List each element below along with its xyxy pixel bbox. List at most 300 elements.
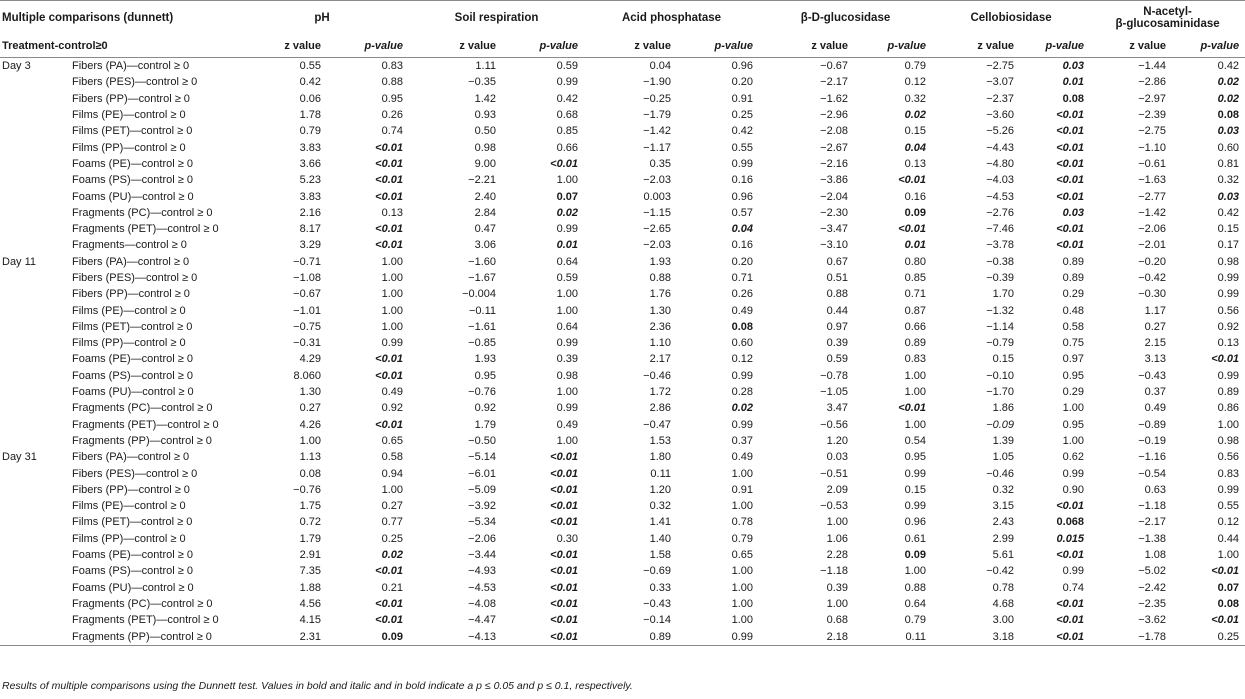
- p-value-cell: 0.89: [904, 337, 927, 350]
- table-row: [0, 91, 1245, 107]
- day-cell: [0, 580, 70, 596]
- treatment-cell: Films (PET)—control ≥ 0: [72, 320, 193, 333]
- day-cell: [0, 91, 70, 107]
- z-value-cell: −4.53: [986, 190, 1015, 203]
- z-value-cell: 1.20: [826, 434, 849, 447]
- z-value-cell: −0.14: [643, 614, 672, 627]
- day-cell: [0, 107, 70, 123]
- z-value-cell: 2.18: [826, 630, 849, 643]
- p-value-cell: 0.89: [1062, 255, 1085, 268]
- table-row: [0, 368, 1245, 384]
- p-value-cell: 0.28: [731, 386, 754, 399]
- z-value-cell: 0.39: [826, 337, 849, 350]
- z-value-cell: 2.91: [299, 549, 322, 562]
- p-value-cell: 1.00: [556, 304, 579, 317]
- z-value-cell: 0.15: [992, 353, 1015, 366]
- table-row: [0, 270, 1245, 286]
- day-cell: [0, 221, 70, 237]
- p-value-cell: 0.42: [1217, 60, 1240, 73]
- p-value-cell: 0.03: [1217, 125, 1240, 138]
- z-value-cell: −3.47: [820, 223, 849, 236]
- z-value-cell: −2.67: [820, 141, 849, 154]
- p-value-cell: <0.01: [898, 223, 927, 236]
- p-value-cell: 0.49: [731, 451, 754, 464]
- z-value-cell: 1.75: [299, 500, 322, 513]
- z-value-cell: 1.20: [649, 483, 672, 496]
- z-value-cell: −0.10: [986, 369, 1015, 382]
- table-body: [0, 58, 1245, 646]
- treatment-cell: Foams (PS)—control ≥ 0: [72, 565, 193, 578]
- group-header-soil-respiration: Soil respiration: [454, 12, 539, 24]
- p-value-cell: <0.01: [375, 565, 404, 578]
- z-value-cell: 1.86: [992, 402, 1015, 415]
- treatment-cell: Fragments (PET)—control ≥ 0: [72, 223, 219, 236]
- p-value-cell: 1.00: [381, 255, 404, 268]
- p-value-cell: 1.00: [731, 597, 754, 610]
- p-value-cell: 0.11: [905, 630, 927, 643]
- table-row: [0, 237, 1245, 253]
- day-cell: [0, 384, 70, 400]
- table-row: [0, 384, 1245, 400]
- p-value-cell: 0.64: [556, 255, 579, 268]
- treatment-cell: Fibers (PES)—control ≥ 0: [72, 467, 198, 480]
- p-value-cell: 0.17: [1217, 239, 1240, 252]
- z-value-cell: −1.17: [643, 141, 672, 154]
- p-value-cell: <0.01: [375, 157, 404, 170]
- z-value-cell: 1.58: [649, 549, 672, 562]
- day-cell: [0, 531, 70, 547]
- z-value-cell: 3.83: [299, 190, 322, 203]
- z-value-cell: −0.89: [1138, 418, 1167, 431]
- z-value-cell: −0.69: [643, 565, 672, 578]
- z-value-cell: −2.75: [986, 60, 1015, 73]
- header-row-groups: [0, 1, 1245, 36]
- p-value-cell: <0.01: [375, 239, 404, 252]
- z-value-cell: −1.60: [468, 255, 497, 268]
- day-cell: [0, 156, 70, 172]
- p-value-cell: 0.83: [1217, 467, 1240, 480]
- z-value-cell: 2.16: [299, 206, 322, 219]
- p-value-cell: 0.97: [1062, 353, 1085, 366]
- p-value-cell: 0.59: [556, 60, 579, 73]
- day-cell: [0, 563, 70, 579]
- z-value-cell: −2.06: [1138, 223, 1167, 236]
- z-value-cell: −2.97: [1138, 92, 1167, 105]
- p-value-cell: <0.01: [1056, 223, 1085, 236]
- z-value-cell: 4.68: [992, 597, 1015, 610]
- z-value-cell: 3.47: [826, 402, 849, 415]
- z-value-cell: −1.14: [986, 320, 1015, 333]
- p-value-cell: <0.01: [1056, 190, 1085, 203]
- p-value-cell: <0.01: [1056, 614, 1085, 627]
- z-value-cell: −0.31: [293, 337, 322, 350]
- z-value-cell: 3.15: [992, 500, 1015, 513]
- z-value-cell: −6.01: [468, 467, 497, 480]
- table-row: [0, 351, 1245, 367]
- p-value-cell: 1.00: [381, 288, 404, 301]
- day-cell: [0, 547, 70, 563]
- z-value-cell: 0.51: [826, 272, 849, 284]
- z-value-cell: 2.40: [474, 190, 497, 203]
- z-value-cell: 0.72: [299, 516, 322, 529]
- z-value-cell: −1.67: [468, 272, 497, 284]
- day-cell: [0, 514, 70, 530]
- z-value-cell: −1.62: [820, 92, 849, 105]
- z-value-cell: −2.65: [643, 223, 672, 236]
- z-value-cell: 0.42: [299, 76, 322, 89]
- table-row: [0, 498, 1245, 514]
- subheader-p-value: p-value: [1045, 40, 1085, 52]
- z-value-cell: 2.28: [826, 549, 849, 562]
- z-value-cell: −4.03: [986, 174, 1015, 187]
- p-value-cell: 1.00: [1217, 549, 1240, 562]
- z-value-cell: −2.42: [1138, 581, 1167, 594]
- p-value-cell: 0.32: [1217, 174, 1240, 187]
- z-value-cell: 0.32: [649, 500, 672, 513]
- z-value-cell: 5.61: [992, 549, 1015, 562]
- z-value-cell: −3.62: [1138, 614, 1167, 627]
- z-value-cell: −1.08: [293, 272, 322, 284]
- z-value-cell: 1.10: [649, 337, 672, 350]
- z-value-cell: 0.89: [649, 630, 672, 643]
- p-value-cell: <0.01: [550, 597, 579, 610]
- z-value-cell: −0.85: [468, 337, 497, 350]
- z-value-cell: 0.63: [1144, 483, 1167, 496]
- p-value-cell: 1.00: [731, 614, 754, 627]
- day-cell: [0, 139, 70, 155]
- p-value-cell: 1.00: [1062, 434, 1085, 447]
- table-row: [0, 514, 1245, 530]
- p-value-cell: 1.00: [904, 418, 927, 431]
- p-value-cell: 0.42: [731, 125, 754, 138]
- z-value-cell: −0.39: [986, 272, 1015, 284]
- p-value-cell: 0.98: [556, 369, 579, 382]
- table-row: [0, 172, 1245, 188]
- z-value-cell: −5.09: [468, 483, 497, 496]
- p-value-cell: <0.01: [375, 369, 404, 382]
- p-value-cell: 0.02: [1217, 92, 1240, 105]
- day-cell: [0, 612, 70, 628]
- p-value-cell: 0.60: [731, 337, 754, 350]
- treatment-cell: Films (PP)—control ≥ 0: [72, 532, 186, 545]
- table-row: [0, 433, 1245, 449]
- p-value-cell: 0.95: [381, 92, 404, 105]
- p-value-cell: 0.96: [731, 190, 754, 203]
- z-value-cell: −1.79: [643, 109, 672, 122]
- table-row: [0, 205, 1245, 221]
- treatment-cell: Films (PP)—control ≥ 0: [72, 141, 186, 154]
- z-value-cell: −0.67: [820, 60, 849, 73]
- p-value-cell: 0.25: [731, 109, 754, 122]
- p-value-cell: 0.21: [381, 581, 404, 594]
- z-value-cell: −2.37: [986, 92, 1015, 105]
- p-value-cell: 0.20: [731, 76, 754, 89]
- treatment-cell: Fibers (PA)—control ≥ 0: [72, 255, 190, 268]
- table-row: [0, 107, 1245, 123]
- day-cell: [0, 319, 70, 335]
- z-value-cell: −1.90: [643, 76, 672, 89]
- day-cell: Day 31: [2, 451, 37, 464]
- group-header-glucosidase: β-D-glucosidase: [800, 12, 891, 24]
- p-value-cell: 0.04: [904, 141, 927, 154]
- subheader-p-value: p-value: [1200, 40, 1240, 52]
- z-value-cell: −0.38: [986, 255, 1015, 268]
- z-value-cell: −0.53: [820, 500, 849, 513]
- p-value-cell: 0.12: [1217, 516, 1240, 529]
- p-value-cell: 0.015: [1056, 532, 1085, 545]
- day-cell: [0, 498, 70, 514]
- table-row: [0, 612, 1245, 628]
- p-value-cell: 0.08: [1062, 92, 1085, 105]
- z-value-cell: 1.05: [992, 451, 1015, 464]
- subheader-p-value: p-value: [714, 40, 754, 52]
- z-value-cell: −1.32: [986, 304, 1015, 317]
- z-value-cell: −4.43: [986, 141, 1015, 154]
- p-value-cell: 0.99: [556, 337, 579, 350]
- p-value-cell: 1.00: [1217, 418, 1240, 431]
- p-value-cell: 0.03: [1217, 190, 1240, 203]
- z-value-cell: −0.76: [293, 483, 322, 496]
- z-value-cell: 1.93: [474, 353, 497, 366]
- z-value-cell: −2.17: [1138, 516, 1167, 529]
- treatment-cell: Films (PE)—control ≥ 0: [72, 304, 186, 317]
- p-value-cell: 0.09: [904, 206, 927, 219]
- treatment-subtitle: Treatment-control≥0: [2, 40, 108, 52]
- p-value-cell: 0.39: [556, 353, 579, 366]
- z-value-cell: 1.76: [649, 288, 672, 301]
- z-value-cell: −4.93: [468, 565, 497, 578]
- z-value-cell: −2.03: [643, 174, 672, 187]
- p-value-cell: 0.99: [731, 418, 754, 431]
- p-value-cell: 0.16: [731, 174, 754, 187]
- z-value-cell: 1.42: [474, 92, 497, 105]
- z-value-cell: −0.61: [1138, 157, 1167, 170]
- z-value-cell: −0.19: [1138, 434, 1167, 447]
- subheader-z-value: z value: [977, 40, 1015, 52]
- z-value-cell: −0.46: [643, 369, 672, 382]
- group-header-line-2: β-glucosaminidase: [1115, 18, 1220, 30]
- p-value-cell: 0.99: [556, 223, 579, 236]
- treatment-cell: Foams (PE)—control ≥ 0: [72, 549, 193, 562]
- p-value-cell: 0.07: [1217, 581, 1240, 594]
- z-value-cell: −2.39: [1138, 109, 1167, 122]
- p-value-cell: 0.79: [904, 614, 927, 627]
- treatment-cell: Films (PE)—control ≥ 0: [72, 109, 186, 122]
- p-value-cell: <0.01: [375, 597, 404, 610]
- subheader-z-value: z value: [1129, 40, 1167, 52]
- subheader-z-value: z value: [459, 40, 497, 52]
- p-value-cell: 0.85: [904, 272, 927, 284]
- z-value-cell: 1.70: [992, 288, 1015, 301]
- p-value-cell: 0.99: [381, 337, 404, 350]
- z-value-cell: −0.43: [1138, 369, 1167, 382]
- treatment-cell: Films (PET)—control ≥ 0: [72, 516, 193, 529]
- p-value-cell: 0.78: [731, 516, 754, 529]
- z-value-cell: 0.11: [650, 467, 672, 480]
- p-value-cell: 0.74: [1062, 581, 1085, 594]
- p-value-cell: 0.37: [731, 434, 754, 447]
- p-value-cell: 0.56: [1217, 304, 1240, 317]
- day-cell: [0, 335, 70, 351]
- z-value-cell: 1.78: [299, 109, 322, 122]
- day-cell: [0, 286, 70, 302]
- z-value-cell: 3.13: [1144, 353, 1167, 366]
- treatment-cell: Foams (PU)—control ≥ 0: [72, 386, 194, 399]
- p-value-cell: 1.00: [904, 386, 927, 399]
- z-value-cell: 0.03: [826, 451, 849, 464]
- day-cell: [0, 433, 70, 449]
- treatment-cell: Fragments (PET)—control ≥ 0: [72, 418, 219, 431]
- treatment-cell: Foams (PE)—control ≥ 0: [72, 157, 193, 170]
- p-value-cell: <0.01: [1056, 174, 1085, 187]
- p-value-cell: 0.03: [1062, 60, 1085, 73]
- p-value-cell: 0.02: [556, 206, 579, 219]
- p-value-cell: <0.01: [898, 402, 927, 415]
- table-title: Multiple comparisons (dunnett): [2, 12, 174, 24]
- p-value-cell: 0.99: [1217, 483, 1240, 496]
- z-value-cell: 0.88: [826, 288, 849, 301]
- treatment-cell: Foams (PU)—control ≥ 0: [72, 581, 194, 594]
- z-value-cell: 0.78: [992, 581, 1015, 594]
- z-value-cell: −0.004: [462, 288, 497, 301]
- treatment-cell: Foams (PS)—control ≥ 0: [72, 369, 193, 382]
- z-value-cell: −3.10: [820, 239, 849, 252]
- z-value-cell: 1.00: [299, 434, 322, 447]
- p-value-cell: <0.01: [1056, 630, 1085, 643]
- table-row: [0, 221, 1245, 237]
- p-value-cell: 0.99: [1062, 467, 1085, 480]
- z-value-cell: 2.84: [474, 206, 497, 219]
- z-value-cell: −3.78: [986, 239, 1015, 252]
- treatment-cell: Fragments (PC)—control ≥ 0: [72, 597, 213, 610]
- p-value-cell: 1.00: [381, 483, 404, 496]
- p-value-cell: <0.01: [550, 630, 579, 643]
- p-value-cell: 0.09: [381, 630, 404, 643]
- group-header-ph: pH: [314, 12, 330, 24]
- p-value-cell: 0.13: [904, 157, 927, 170]
- p-value-cell: 1.00: [556, 386, 579, 399]
- p-value-cell: <0.01: [550, 467, 579, 480]
- p-value-cell: 0.09: [904, 549, 927, 562]
- p-value-cell: 0.65: [381, 434, 404, 447]
- p-value-cell: <0.01: [1056, 239, 1085, 252]
- table-row: [0, 449, 1245, 465]
- z-value-cell: −2.35: [1138, 597, 1167, 610]
- z-value-cell: −1.44: [1138, 60, 1167, 73]
- p-value-cell: <0.01: [1211, 614, 1240, 627]
- z-value-cell: −4.08: [468, 597, 497, 610]
- p-value-cell: 0.42: [1217, 206, 1240, 219]
- day-cell: [0, 270, 70, 286]
- p-value-cell: <0.01: [1056, 500, 1085, 513]
- p-value-cell: 0.26: [381, 109, 404, 122]
- z-value-cell: −0.56: [820, 418, 849, 431]
- z-value-cell: 3.66: [299, 157, 322, 170]
- z-value-cell: −2.17: [820, 76, 849, 89]
- p-value-cell: 0.75: [1062, 337, 1085, 350]
- p-value-cell: 0.99: [904, 500, 927, 513]
- p-value-cell: 0.29: [1062, 288, 1085, 301]
- p-value-cell: <0.01: [550, 157, 579, 170]
- p-value-cell: <0.01: [1056, 157, 1085, 170]
- z-value-cell: 3.18: [992, 630, 1015, 643]
- p-value-cell: 0.64: [904, 597, 927, 610]
- p-value-cell: 0.95: [1062, 369, 1085, 382]
- p-value-cell: 0.99: [731, 630, 754, 643]
- treatment-cell: Foams (PS)—control ≥ 0: [72, 174, 193, 187]
- z-value-cell: 4.15: [299, 614, 322, 627]
- table-row: [0, 74, 1245, 90]
- p-value-cell: 0.30: [556, 532, 579, 545]
- z-value-cell: 0.68: [826, 614, 849, 627]
- p-value-cell: 0.02: [381, 549, 404, 562]
- z-value-cell: −0.09: [986, 418, 1015, 431]
- z-value-cell: 0.32: [992, 483, 1015, 496]
- table-row: [0, 417, 1245, 433]
- header-row-subcolumns: [0, 35, 1245, 58]
- z-value-cell: 7.35: [299, 565, 322, 578]
- z-value-cell: −1.18: [1138, 500, 1167, 513]
- p-value-cell: 0.80: [904, 255, 927, 268]
- p-value-cell: 0.25: [381, 532, 404, 545]
- p-value-cell: 0.88: [904, 581, 927, 594]
- z-value-cell: −3.07: [986, 76, 1015, 89]
- p-value-cell: 1.00: [556, 288, 579, 301]
- day-cell: [0, 596, 70, 612]
- p-value-cell: 0.89: [1217, 386, 1240, 399]
- z-value-cell: −4.53: [468, 581, 497, 594]
- table-row: [0, 596, 1245, 612]
- z-value-cell: −1.78: [1138, 630, 1167, 643]
- z-value-cell: 3.29: [299, 239, 322, 252]
- p-value-cell: 0.26: [731, 288, 754, 301]
- z-value-cell: −0.67: [293, 288, 322, 301]
- z-value-cell: 5.23: [299, 174, 322, 187]
- p-value-cell: <0.01: [550, 500, 579, 513]
- subheader-p-value: p-value: [364, 40, 404, 52]
- table-row: [0, 400, 1245, 416]
- p-value-cell: 0.15: [904, 125, 927, 138]
- z-value-cell: 4.26: [299, 418, 322, 431]
- p-value-cell: 0.16: [904, 190, 927, 203]
- z-value-cell: 0.06: [299, 92, 322, 105]
- table-row: [0, 58, 1245, 75]
- z-value-cell: 1.17: [1144, 304, 1167, 317]
- p-value-cell: 0.99: [731, 157, 754, 170]
- table-row: [0, 335, 1245, 351]
- z-value-cell: 0.04: [649, 60, 672, 73]
- day-cell: [0, 188, 70, 204]
- table-row: [0, 547, 1245, 563]
- p-value-cell: 0.57: [731, 206, 754, 219]
- p-value-cell: 0.04: [731, 223, 754, 236]
- z-value-cell: −0.54: [1138, 467, 1167, 480]
- p-value-cell: 0.02: [731, 402, 754, 415]
- p-value-cell: 0.13: [1217, 337, 1240, 350]
- p-value-cell: 0.86: [1217, 402, 1240, 415]
- z-value-cell: 2.09: [826, 483, 849, 496]
- treatment-cell: Fragments (PC)—control ≥ 0: [72, 206, 213, 219]
- z-value-cell: −5.02: [1138, 565, 1167, 578]
- z-value-cell: −0.51: [820, 467, 849, 480]
- p-value-cell: 0.02: [904, 109, 927, 122]
- z-value-cell: 1.79: [299, 532, 322, 545]
- z-value-cell: −1.01: [293, 304, 322, 317]
- p-value-cell: 0.64: [556, 320, 579, 333]
- z-value-cell: −0.78: [820, 369, 849, 382]
- z-value-cell: −2.01: [1138, 239, 1167, 252]
- table-row: [0, 123, 1245, 139]
